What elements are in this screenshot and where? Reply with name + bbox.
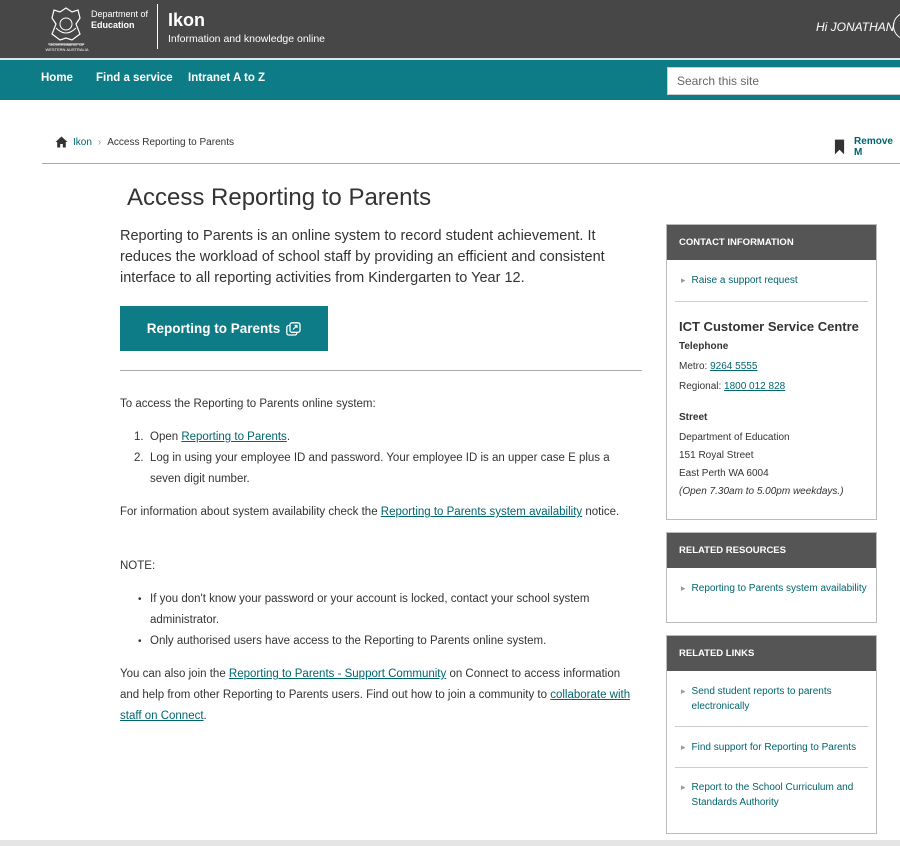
nav-find-a-service[interactable]: Find a service bbox=[96, 72, 173, 84]
list-item bbox=[138, 589, 642, 631]
system-availability-resource-link[interactable]: Reporting to Parents system availability bbox=[691, 583, 867, 594]
user-avatar[interactable] bbox=[893, 12, 900, 40]
metro-phone-link[interactable]: 9264 5555 bbox=[710, 361, 758, 372]
collaborate-on-connect-link[interactable]: collaborate with staff on Connect bbox=[120, 689, 631, 722]
note-label: NOTE: bbox=[120, 560, 156, 572]
notes-list bbox=[138, 589, 642, 652]
regional-line bbox=[679, 377, 864, 397]
note-text: Only authorised users have access to the Reporting to Parents online system. bbox=[150, 635, 547, 647]
community-text: . bbox=[203, 710, 207, 722]
dept-line-1: Department of bbox=[91, 9, 149, 19]
nav-intranet-a-to-z[interactable]: Intranet A to Z bbox=[188, 72, 266, 84]
list-item bbox=[138, 631, 642, 652]
crest-caption: GOVERNMENT OF WESTERN AUSTRALIA bbox=[45, 42, 89, 52]
step-number: 1. bbox=[134, 431, 144, 443]
resources-heading: RELATED RESOURCES bbox=[667, 533, 876, 568]
chevron-right-icon: ▸ bbox=[681, 782, 686, 792]
dept-line-2: Education bbox=[91, 20, 135, 30]
divider bbox=[42, 163, 900, 164]
address bbox=[679, 429, 864, 501]
chevron-right-icon: ▸ bbox=[681, 275, 686, 285]
breadcrumb bbox=[55, 136, 234, 148]
search-box bbox=[667, 67, 900, 95]
availability-text: For information about system availability check the bbox=[120, 506, 381, 518]
community-text: on Connect to access information and help from other Reporting to Parents users. Find out how to join a community to bbox=[120, 668, 621, 701]
reporting-to-parents-button[interactable] bbox=[120, 306, 328, 351]
related-link-item bbox=[667, 671, 876, 726]
search-input[interactable] bbox=[668, 68, 900, 94]
scsa-report-link[interactable]: Report to the School Curriculum and Standards Authority bbox=[691, 782, 854, 808]
regional-phone-link[interactable]: 1800 012 828 bbox=[724, 381, 786, 392]
divider bbox=[120, 370, 642, 371]
address-line: Department of Education bbox=[679, 432, 790, 443]
site-subtitle: Information and knowledge online bbox=[168, 33, 326, 45]
community-text: You can also join the bbox=[120, 668, 229, 680]
remove-bookmark-label: Remove M bbox=[854, 136, 893, 158]
support-community-link[interactable]: Reporting to Parents - Support Community bbox=[228, 668, 447, 680]
breadcrumb-current: Access Reporting to Parents bbox=[107, 136, 234, 148]
external-link-icon bbox=[286, 322, 301, 336]
contact-heading: CONTACT INFORMATION bbox=[667, 225, 876, 260]
list-item bbox=[134, 448, 642, 490]
step-number: 2. bbox=[134, 452, 144, 464]
resource-item bbox=[667, 568, 876, 596]
site-title[interactable]: Ikon bbox=[168, 10, 206, 30]
department-name bbox=[91, 9, 148, 31]
metro-line bbox=[679, 357, 864, 377]
page-title: Access Reporting to Parents bbox=[127, 184, 432, 211]
bullet: • bbox=[138, 594, 142, 605]
related-resources-panel bbox=[666, 532, 877, 623]
metro-label: Metro: bbox=[679, 361, 711, 372]
note-text: If you don't know your password or your account is locked, contact your school system administrator. bbox=[150, 593, 590, 626]
main-nav bbox=[0, 58, 900, 100]
cta-label: Reporting to Parents bbox=[146, 321, 281, 336]
contact-information-panel bbox=[666, 224, 877, 520]
opening-hours: (Open 7.30am to 5.00pm weekdays.) bbox=[679, 486, 844, 497]
chevron-right-icon: › bbox=[97, 136, 102, 148]
step-text: . bbox=[286, 431, 291, 443]
regional-label: Regional: bbox=[679, 381, 725, 392]
street-label: Street bbox=[679, 412, 708, 423]
address-line: East Perth WA 6004 bbox=[679, 468, 769, 479]
community-paragraph bbox=[120, 664, 642, 727]
chevron-right-icon: ▸ bbox=[681, 742, 686, 752]
reporting-to-parents-link[interactable]: Reporting to Parents bbox=[181, 431, 287, 443]
support-request-item bbox=[667, 260, 876, 301]
top-header bbox=[0, 0, 900, 58]
related-link-item bbox=[667, 727, 876, 767]
list-item bbox=[134, 427, 642, 448]
user-greeting: Hi JONATHAN bbox=[816, 20, 895, 34]
telephone-label: Telephone bbox=[679, 341, 729, 352]
step-text: Log in using your employee ID and password. Your employee ID is an upper case E plus a seven digit number. bbox=[150, 452, 610, 485]
header-divider bbox=[157, 4, 158, 49]
send-reports-link[interactable]: Send student reports to parents electronically bbox=[691, 686, 832, 712]
remove-bookmark-button[interactable] bbox=[834, 136, 900, 158]
raise-support-request-link[interactable]: Raise a support request bbox=[691, 275, 798, 286]
breadcrumb-home-link[interactable]: Ikon bbox=[73, 136, 92, 148]
centre-name: ICT Customer Service Centre bbox=[679, 319, 859, 334]
access-intro: To access the Reporting to Parents online system: bbox=[120, 398, 376, 410]
page-footer-strip bbox=[0, 840, 900, 846]
availability-text: notice. bbox=[582, 506, 620, 518]
contact-details bbox=[667, 302, 876, 501]
chevron-right-icon: ▸ bbox=[681, 583, 686, 593]
find-support-link[interactable]: Find support for Reporting to Parents bbox=[691, 742, 857, 753]
related-links-panel bbox=[666, 635, 877, 834]
home-icon[interactable] bbox=[55, 136, 68, 148]
nav-home[interactable]: Home bbox=[41, 72, 73, 84]
address-line: 151 Royal Street bbox=[679, 450, 754, 461]
access-steps-list bbox=[134, 427, 642, 490]
chevron-right-icon: ▸ bbox=[681, 686, 686, 696]
step-text: Open bbox=[150, 431, 182, 443]
related-link-item bbox=[667, 768, 876, 810]
bookmark-icon bbox=[834, 139, 845, 155]
links-heading: RELATED LINKS bbox=[667, 636, 876, 671]
intro-paragraph: Reporting to Parents is an online system to record student achievement. It reduces the workload of school staff by providing an efficient and consistent interface to all reporting activities from Kindergarten to Year 12. bbox=[120, 228, 605, 286]
availability-paragraph bbox=[120, 502, 642, 523]
system-availability-link[interactable]: Reporting to Parents system availability bbox=[380, 506, 583, 518]
bullet: • bbox=[138, 636, 142, 647]
